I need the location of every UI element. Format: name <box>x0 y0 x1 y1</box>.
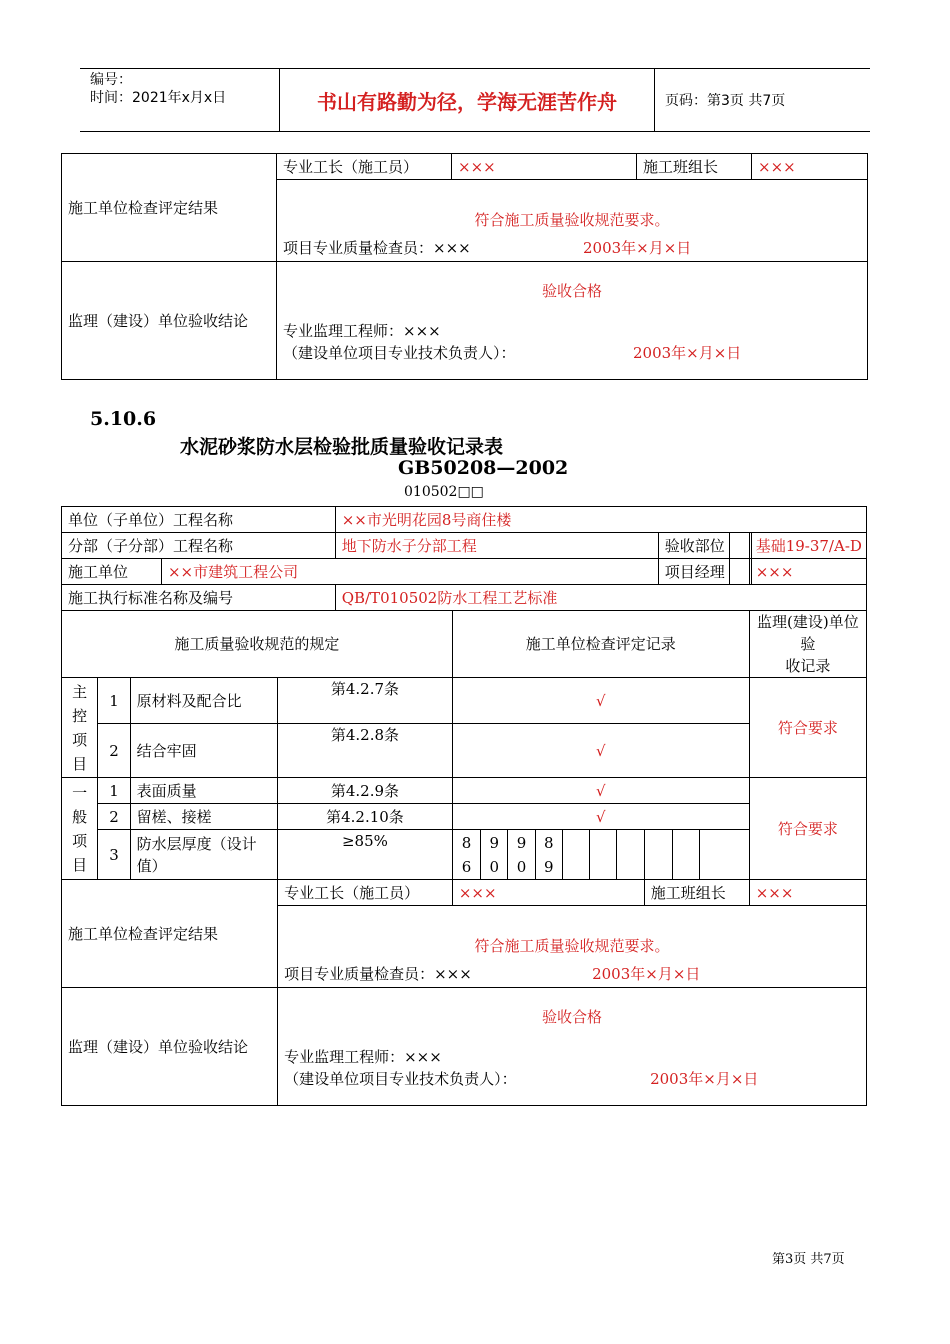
thickness-value: 9 0 <box>508 830 535 880</box>
general-item-no: 2 <box>98 804 130 830</box>
engineer-label: 专业监理工程师：××× <box>283 322 441 340</box>
supervision-label: 监理（建设）单位验收结论 <box>62 988 278 1106</box>
main-item-no: 2 <box>98 724 130 778</box>
general-item-name: 防水层厚度（设计值） <box>130 830 277 880</box>
col-supervision-line2: 收记录 <box>785 657 831 675</box>
main-conclusion: 符合要求 <box>749 678 866 778</box>
foreman-value: ××× <box>452 154 637 180</box>
construction-result-label: 施工单位检查评定结果 <box>62 154 277 262</box>
inspector-label: 项目专业质量检查员：××× <box>284 965 472 983</box>
top-sign-table <box>61 153 868 380</box>
owner-date: 2003年×月×日 <box>633 344 742 362</box>
section-standard: GB50208—2002 <box>398 457 569 479</box>
col-spec-header: 施工质量验收规范的规定 <box>62 611 453 678</box>
main-group-label: 主 控 项 目 <box>62 678 98 778</box>
general-item-name: 表面质量 <box>130 778 277 804</box>
general-group-label: 一 般 项 目 <box>62 778 98 880</box>
number-label: 编号： <box>90 72 132 88</box>
sub-project-value: 地下防水子分部工程 <box>335 533 729 559</box>
general-item-no: 3 <box>98 830 130 880</box>
team-leader-value: ××× <box>749 880 866 906</box>
owner-label: （建设单位项目专业技术负责人）： <box>283 344 516 362</box>
owner-label: （建设单位项目专业技术负责人）： <box>284 1070 517 1088</box>
constructor-label: 施工单位 <box>62 559 162 585</box>
thickness-empty <box>562 830 589 880</box>
main-item-name: 原材料及配合比 <box>130 678 277 724</box>
general-item-no: 1 <box>98 778 130 804</box>
general-item-clause: 第4.2.10条 <box>278 804 453 830</box>
main-item-clause: 第4.2.8条 <box>278 724 453 778</box>
thickness-empty <box>644 830 672 880</box>
foreman-label: 专业工长（施工员） <box>278 880 453 906</box>
thickness-value: 9 0 <box>481 830 508 880</box>
header-meta <box>80 69 280 131</box>
unit-project-label: 单位（子单位）工程名称 <box>62 507 336 533</box>
inspector-label: 项目专业质量检查员：××× <box>283 239 471 257</box>
col-supervision-line1: 监理(建设)单位验 <box>756 613 859 653</box>
supervision-cell <box>277 262 868 380</box>
manager-value: ××× <box>755 562 794 581</box>
manager-cell <box>664 559 866 585</box>
general-conclusion: 符合要求 <box>749 778 866 880</box>
general-item-clause: 第4.2.9条 <box>278 778 453 804</box>
section-title: 水泥砂浆防水层检验批质量验收记录表 <box>180 436 504 458</box>
standard-label: 施工执行标准名称及编号 <box>62 585 336 611</box>
general-item-clause: ≥85% <box>278 830 453 880</box>
thickness-value: 8 6 <box>452 830 480 880</box>
construction-result-text: 符合施工质量验收规范要求。 <box>474 211 670 229</box>
section-code: 010502□□ <box>404 484 484 500</box>
sub-project-label: 分部（子分部）工程名称 <box>62 533 336 559</box>
foreman-value: ××× <box>452 880 644 906</box>
constructor-value: ××市建筑工程公司 <box>161 559 729 585</box>
thickness-empty <box>700 830 749 880</box>
general-item-record: √ <box>452 804 749 830</box>
main-item-record: √ <box>452 724 749 778</box>
main-item-record: √ <box>452 678 749 724</box>
header-page-info: 页码：第3页 共7页 <box>665 93 786 109</box>
supervision-text: 验收合格 <box>542 1008 603 1026</box>
construction-result-label: 施工单位检查评定结果 <box>62 880 278 988</box>
supervision-label: 监理（建设）单位验收结论 <box>62 262 277 380</box>
standard-value: QB/T010502防水工程工艺标准 <box>335 585 866 611</box>
main-item-clause: 第4.2.7条 <box>278 678 453 724</box>
thickness-empty <box>590 830 617 880</box>
construction-result-text: 符合施工质量验收规范要求。 <box>474 937 670 955</box>
main-item-no: 1 <box>98 678 130 724</box>
thickness-value: 8 9 <box>535 830 562 880</box>
col-supervision-header <box>749 611 866 678</box>
section-number: 5.10.6 <box>90 408 157 430</box>
footer-page-info: 第3页 共7页 <box>772 1252 845 1267</box>
supervision-text: 验收合格 <box>541 282 602 300</box>
team-leader-value: ××× <box>752 154 868 180</box>
col-record-header: 施工单位检查评定记录 <box>452 611 749 678</box>
thickness-empty <box>617 830 644 880</box>
engineer-label: 专业监理工程师：××× <box>284 1048 442 1066</box>
inspection-record-table <box>61 506 867 1106</box>
page-header <box>80 68 870 132</box>
inspector-date: 2003年×月×日 <box>592 965 701 983</box>
acceptance-part-cell <box>664 533 866 559</box>
general-item-record: √ <box>452 778 749 804</box>
acceptance-part-label: 验收部位 <box>658 533 752 558</box>
owner-date: 2003年×月×日 <box>650 1070 759 1088</box>
unit-project-value: ××市光明花园8号商住楼 <box>335 507 866 533</box>
manager-label: 项目经理 <box>658 559 752 584</box>
team-leader-label: 施工班组长 <box>644 880 749 906</box>
supervision-cell <box>278 988 867 1106</box>
time-label: 时间：2021年x月x日 <box>90 90 227 106</box>
header-motto: 书山有路勤为径，学海无涯苦作舟 <box>280 69 655 131</box>
main-item-name: 结合牢固 <box>130 724 277 778</box>
construction-result-cell <box>277 180 868 262</box>
team-leader-label: 施工班组长 <box>637 154 752 180</box>
general-item-name: 留槎、接槎 <box>130 804 277 830</box>
construction-result-cell <box>278 906 867 988</box>
acceptance-part-value: 基础19-37/A-D <box>755 536 862 555</box>
inspector-date: 2003年×月×日 <box>583 239 692 257</box>
thickness-empty <box>672 830 699 880</box>
foreman-label: 专业工长（施工员） <box>277 154 452 180</box>
